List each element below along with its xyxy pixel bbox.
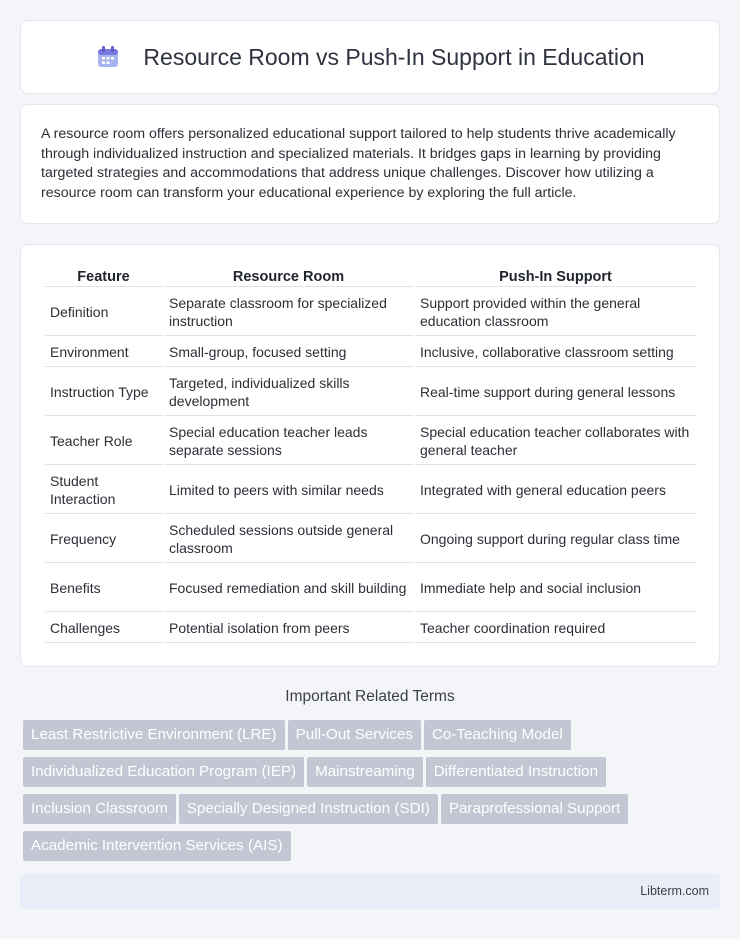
table-row	[45, 516, 696, 563]
column-header-push-in-support: Push-In Support	[415, 267, 696, 287]
table-cell-feature: Instruction Type	[45, 369, 162, 416]
table-header-row	[45, 267, 696, 287]
footer	[20, 874, 720, 909]
table-cell-feature: Frequency	[45, 516, 162, 563]
related-terms-heading: Important Related Terms	[285, 688, 455, 705]
page-title: Resource Room vs Push-In Support in Education	[143, 43, 645, 70]
related-term-tag[interactable]: Paraprofessional Support	[441, 794, 628, 824]
table-cell-resource-room: Potential isolation from peers	[164, 614, 413, 643]
table-cell-resource-room: Focused remediation and skill building	[164, 565, 413, 612]
related-term-tag[interactable]: Least Restrictive Environment (LRE)	[23, 720, 285, 750]
table-cell-push-in-support: Teacher coordination required	[415, 614, 696, 643]
table-cell-push-in-support: Real-time support during general lessons	[415, 369, 696, 416]
related-term-tag[interactable]: Individualized Education Program (IEP)	[23, 757, 304, 787]
calendar-icon	[95, 44, 121, 70]
footer-site-link[interactable]: Libterm.com	[640, 884, 709, 898]
table-row	[45, 289, 696, 336]
related-terms-list	[23, 720, 703, 868]
table-cell-push-in-support: Ongoing support during regular class time	[415, 516, 696, 563]
table-cell-push-in-support: Immediate help and social inclusion	[415, 565, 696, 612]
column-header-feature: Feature	[45, 267, 162, 287]
title-card	[20, 20, 720, 94]
table-row	[45, 338, 696, 367]
table-cell-feature: Definition	[45, 289, 162, 336]
table-cell-resource-room: Small-group, focused setting	[164, 338, 413, 367]
table-cell-resource-room: Scheduled sessions outside general classroom	[164, 516, 413, 563]
comparison-table	[43, 265, 698, 645]
related-term-tag[interactable]: Co-Teaching Model	[424, 720, 571, 750]
column-header-resource-room: Resource Room	[164, 267, 413, 287]
table-row	[45, 418, 696, 465]
table-cell-resource-room: Separate classroom for specialized instruction	[164, 289, 413, 336]
table-row	[45, 467, 696, 514]
related-term-tag[interactable]: Mainstreaming	[307, 757, 423, 787]
intro-card	[20, 104, 720, 224]
table-cell-push-in-support: Support provided within the general education classroom	[415, 289, 696, 336]
table-cell-push-in-support: Inclusive, collaborative classroom setting	[415, 338, 696, 367]
table-cell-feature: Student Interaction	[45, 467, 162, 514]
related-term-tag[interactable]: Inclusion Classroom	[23, 794, 176, 824]
table-cell-push-in-support: Integrated with general education peers	[415, 467, 696, 514]
intro-paragraph: A resource room offers personalized educational support tailored to help students thrive academically through individualized instruction and specialized materials. It bridges gaps in learning by providing targeted strategies and accommodations that address unique challenges. Discover how utilizing a resource room can transform your educational experience by exploring the full article.	[41, 126, 676, 201]
table-cell-push-in-support: Special education teacher collaborates with general teacher	[415, 418, 696, 465]
table-row	[45, 369, 696, 416]
table-cell-resource-room: Limited to peers with similar needs	[164, 467, 413, 514]
table-cell-feature: Teacher Role	[45, 418, 162, 465]
related-term-tag[interactable]: Academic Intervention Services (AIS)	[23, 831, 291, 861]
related-term-tag[interactable]: Specially Designed Instruction (SDI)	[179, 794, 438, 824]
table-cell-feature: Challenges	[45, 614, 162, 643]
table-row	[45, 614, 696, 643]
related-term-tag[interactable]: Differentiated Instruction	[426, 757, 606, 787]
table-row	[45, 565, 696, 612]
table-cell-resource-room: Targeted, individualized skills development	[164, 369, 413, 416]
table-cell-feature: Environment	[45, 338, 162, 367]
table-cell-resource-room: Special education teacher leads separate sessions	[164, 418, 413, 465]
related-term-tag[interactable]: Pull-Out Services	[288, 720, 421, 750]
comparison-table-card	[20, 244, 720, 667]
table-cell-feature: Benefits	[45, 565, 162, 612]
